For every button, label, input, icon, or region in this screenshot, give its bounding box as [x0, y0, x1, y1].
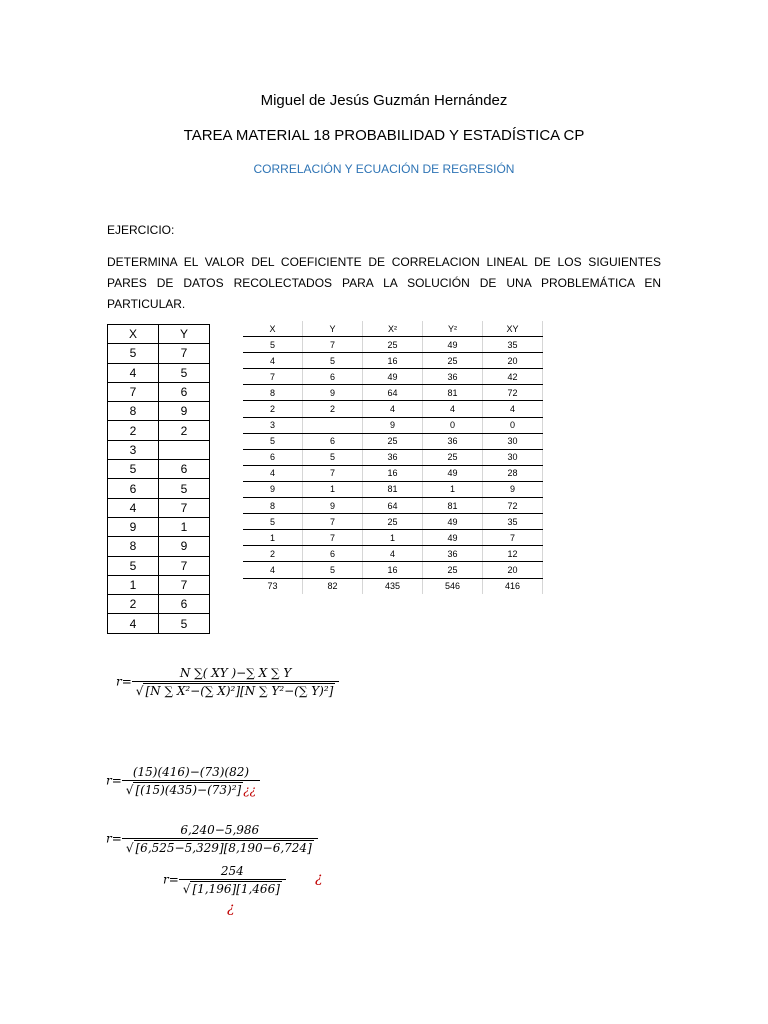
cell-y: 7: [303, 465, 363, 481]
arithmetic-step: r= $\frac{6,240-5,986}{√ [6,525-5,329][8,190-6,724]}$: [106, 823, 318, 855]
cell-y: 6: [159, 595, 210, 614]
calc-header-y: Y: [303, 321, 363, 337]
table-row: [108, 402, 210, 421]
xy-data-table: [107, 324, 210, 634]
calculation-table: [243, 321, 543, 594]
cell-y: [303, 417, 363, 433]
cell-x: 8: [243, 498, 303, 514]
cell-y: 6: [303, 433, 363, 449]
total-y2: 546: [423, 578, 483, 594]
cell-y: 1: [303, 481, 363, 497]
document-title: TAREA MATERIAL 18 PROBABILIDAD Y ESTADÍSTICA CP: [183, 127, 585, 144]
table-row: [243, 417, 543, 433]
cell-y: 7: [159, 556, 210, 575]
cell-x: 7: [108, 382, 159, 401]
cell-x2: 49: [363, 369, 423, 385]
cell-x: 3: [243, 417, 303, 433]
cell-y2: 36: [423, 546, 483, 562]
cell-x: 4: [243, 465, 303, 481]
cell-xy: 35: [483, 514, 543, 530]
cell-y: 2: [159, 421, 210, 440]
cell-y: 6: [159, 460, 210, 479]
cell-y: 9: [303, 498, 363, 514]
cell-y: [159, 440, 210, 459]
step1-numerator: (15)(416)−(73)(82): [122, 765, 260, 781]
document-subtitle: CORRELACIÓN Y ECUACIÓN DE REGRESIÓN: [253, 162, 515, 176]
cell-x: 5: [243, 337, 303, 353]
cell-x2: 16: [363, 353, 423, 369]
cell-y: 6: [159, 382, 210, 401]
exercise-label: EJERCICIO:: [107, 223, 175, 237]
cell-y: 5: [159, 479, 210, 498]
step3-numerator: 254: [179, 864, 286, 880]
cell-xy: 35: [483, 337, 543, 353]
table-row: [243, 514, 543, 530]
header-x: X: [108, 325, 159, 344]
cell-y2: 25: [423, 353, 483, 369]
table-row: [243, 369, 543, 385]
formula-denominator: [N ∑ X²−(∑ X)²][N ∑ Y²−(∑ Y)²]: [145, 684, 334, 698]
cell-y2: 4: [423, 401, 483, 417]
cell-x2: 4: [363, 401, 423, 417]
cell-x: 5: [243, 433, 303, 449]
cell-xy: 7: [483, 530, 543, 546]
cell-x: 8: [108, 537, 159, 556]
cell-x2: 16: [363, 465, 423, 481]
cell-xy: 30: [483, 433, 543, 449]
table-row: [108, 575, 210, 594]
cell-x2: 25: [363, 337, 423, 353]
table-row: [243, 385, 543, 401]
step3-lhs: r=: [163, 872, 179, 887]
table-row: [243, 481, 543, 497]
cell-y: 9: [303, 385, 363, 401]
cell-x: 4: [108, 363, 159, 382]
total-xy: 416: [483, 578, 543, 594]
totals-row: [243, 578, 543, 594]
cell-x: 4: [243, 562, 303, 578]
cell-y: 7: [303, 514, 363, 530]
cell-y: 1: [159, 517, 210, 536]
table-row: [108, 344, 210, 363]
cell-x: 3: [108, 440, 159, 459]
table-row: [243, 530, 543, 546]
table-row: [243, 498, 543, 514]
cell-x2: 25: [363, 433, 423, 449]
table-row: [108, 363, 210, 382]
cell-xy: 20: [483, 562, 543, 578]
step3-denominator: [1,196][1,466]: [192, 882, 280, 896]
cell-x: 9: [243, 481, 303, 497]
step2-denominator: [6,525−5,329][8,190−6,724]: [135, 841, 312, 855]
exercise-instruction: DETERMINA EL VALOR DEL COEFICIENTE DE CORRELACION LINEAL DE LOS SIGUIENTES PARES DE DATOS RECOLECTADOS PARA LA SOLUCIÓN DE UNA PROBLEMÁTICA EN PARTICULAR.: [107, 255, 661, 311]
cell-y: 7: [159, 344, 210, 363]
step1-lhs: r=: [106, 773, 122, 788]
table-row: [243, 465, 543, 481]
table-row: [108, 440, 210, 459]
table-row: [108, 382, 210, 401]
cell-x: 1: [243, 530, 303, 546]
table-row: [108, 421, 210, 440]
table-row: [243, 546, 543, 562]
cell-x: 9: [108, 517, 159, 536]
table-row: [108, 498, 210, 517]
table-row: [108, 556, 210, 575]
cell-x: 1: [108, 575, 159, 594]
cell-x2: 4: [363, 546, 423, 562]
cell-x: 8: [243, 385, 303, 401]
step2-lhs: r=: [106, 831, 122, 846]
calc-header-x: X: [243, 321, 303, 337]
cell-xy: 30: [483, 449, 543, 465]
cell-y: 5: [303, 449, 363, 465]
table-row: [108, 595, 210, 614]
cell-x: 6: [108, 479, 159, 498]
cell-x2: 36: [363, 449, 423, 465]
cell-y2: 49: [423, 530, 483, 546]
general-correlation-formula: r= $\frac{N \sum( XY )-\sum X \sum Y}{\text{√ [N ∑ X²−(∑ X)²][N ∑ Y²−(∑ Y)²]}}$: [116, 666, 339, 698]
cell-y: 5: [303, 353, 363, 369]
cell-x: 7: [243, 369, 303, 385]
cell-x: 4: [108, 614, 159, 633]
cell-y2: 49: [423, 514, 483, 530]
cell-y2: 0: [423, 417, 483, 433]
cell-xy: 72: [483, 498, 543, 514]
cell-y2: 1: [423, 481, 483, 497]
step2-numerator: 6,240−5,986: [122, 823, 318, 839]
cell-y: 2: [303, 401, 363, 417]
cell-xy: 0: [483, 417, 543, 433]
cell-x: 2: [243, 401, 303, 417]
step1-trailing-marks: ¿¿: [243, 783, 257, 797]
cell-x2: 81: [363, 481, 423, 497]
cell-xy: 20: [483, 353, 543, 369]
total-x: 73: [243, 578, 303, 594]
cell-x2: 16: [363, 562, 423, 578]
cell-x: 2: [108, 421, 159, 440]
cell-x2: 25: [363, 514, 423, 530]
cell-y2: 25: [423, 562, 483, 578]
table-row: [243, 401, 543, 417]
cell-x: 2: [108, 595, 159, 614]
cell-y2: 49: [423, 337, 483, 353]
cell-x: 2: [243, 546, 303, 562]
substitution-step: r= $\frac{(15)(416)-(73)(82)}{\text{√ [(15)(435)−(73)²] ¿¿}}$: [106, 765, 260, 797]
table-row: [108, 537, 210, 556]
cell-x2: 64: [363, 498, 423, 514]
cell-y2: 49: [423, 465, 483, 481]
reduced-step: r= $\frac{254}{√ [1,196][1,466]}$: [163, 864, 286, 896]
table-row: [108, 460, 210, 479]
cell-xy: 12: [483, 546, 543, 562]
total-x2: 435: [363, 578, 423, 594]
error-mark-below: ¿: [227, 900, 235, 916]
cell-x2: 1: [363, 530, 423, 546]
cell-xy: 9: [483, 481, 543, 497]
author-name: Miguel de Jesús Guzmán Hernández: [260, 92, 508, 109]
cell-y: 7: [303, 530, 363, 546]
cell-y2: 36: [423, 433, 483, 449]
cell-x: 4: [243, 353, 303, 369]
table-row: [108, 517, 210, 536]
cell-y: 6: [303, 369, 363, 385]
cell-x: 5: [108, 556, 159, 575]
calc-header-x2: X²: [363, 321, 423, 337]
step1-denominator: [(15)(435)−(73)²]: [135, 783, 242, 797]
table-row: [243, 449, 543, 465]
cell-x: 5: [108, 344, 159, 363]
cell-y: 9: [159, 402, 210, 421]
table-row: [243, 353, 543, 369]
calc-header-xy: XY: [483, 321, 543, 337]
cell-y2: 81: [423, 498, 483, 514]
table-row: [108, 614, 210, 633]
cell-x2: 64: [363, 385, 423, 401]
cell-x2: 9: [363, 417, 423, 433]
formula-lhs: r=: [116, 674, 132, 689]
cell-xy: 72: [483, 385, 543, 401]
table-row: [243, 562, 543, 578]
cell-x: 8: [108, 402, 159, 421]
cell-x: 4: [108, 498, 159, 517]
cell-xy: 42: [483, 369, 543, 385]
cell-y: 6: [303, 546, 363, 562]
cell-xy: 28: [483, 465, 543, 481]
cell-x: 5: [243, 514, 303, 530]
cell-y2: 25: [423, 449, 483, 465]
cell-x: 5: [108, 460, 159, 479]
cell-y: 7: [303, 337, 363, 353]
table-row: [243, 337, 543, 353]
header-y: Y: [159, 325, 210, 344]
table-row: [108, 479, 210, 498]
cell-y: 5: [303, 562, 363, 578]
cell-y2: 36: [423, 369, 483, 385]
total-y: 82: [303, 578, 363, 594]
cell-y2: 81: [423, 385, 483, 401]
cell-y: 7: [159, 575, 210, 594]
cell-y: 5: [159, 363, 210, 382]
cell-y: 5: [159, 614, 210, 633]
calc-header-y2: Y²: [423, 321, 483, 337]
cell-y: 7: [159, 498, 210, 517]
error-mark-right: ¿: [315, 870, 323, 886]
cell-xy: 4: [483, 401, 543, 417]
formula-numerator: N ∑( XY )−∑ X ∑ Y: [132, 666, 340, 682]
table-row: [243, 433, 543, 449]
cell-y: 9: [159, 537, 210, 556]
cell-x: 6: [243, 449, 303, 465]
